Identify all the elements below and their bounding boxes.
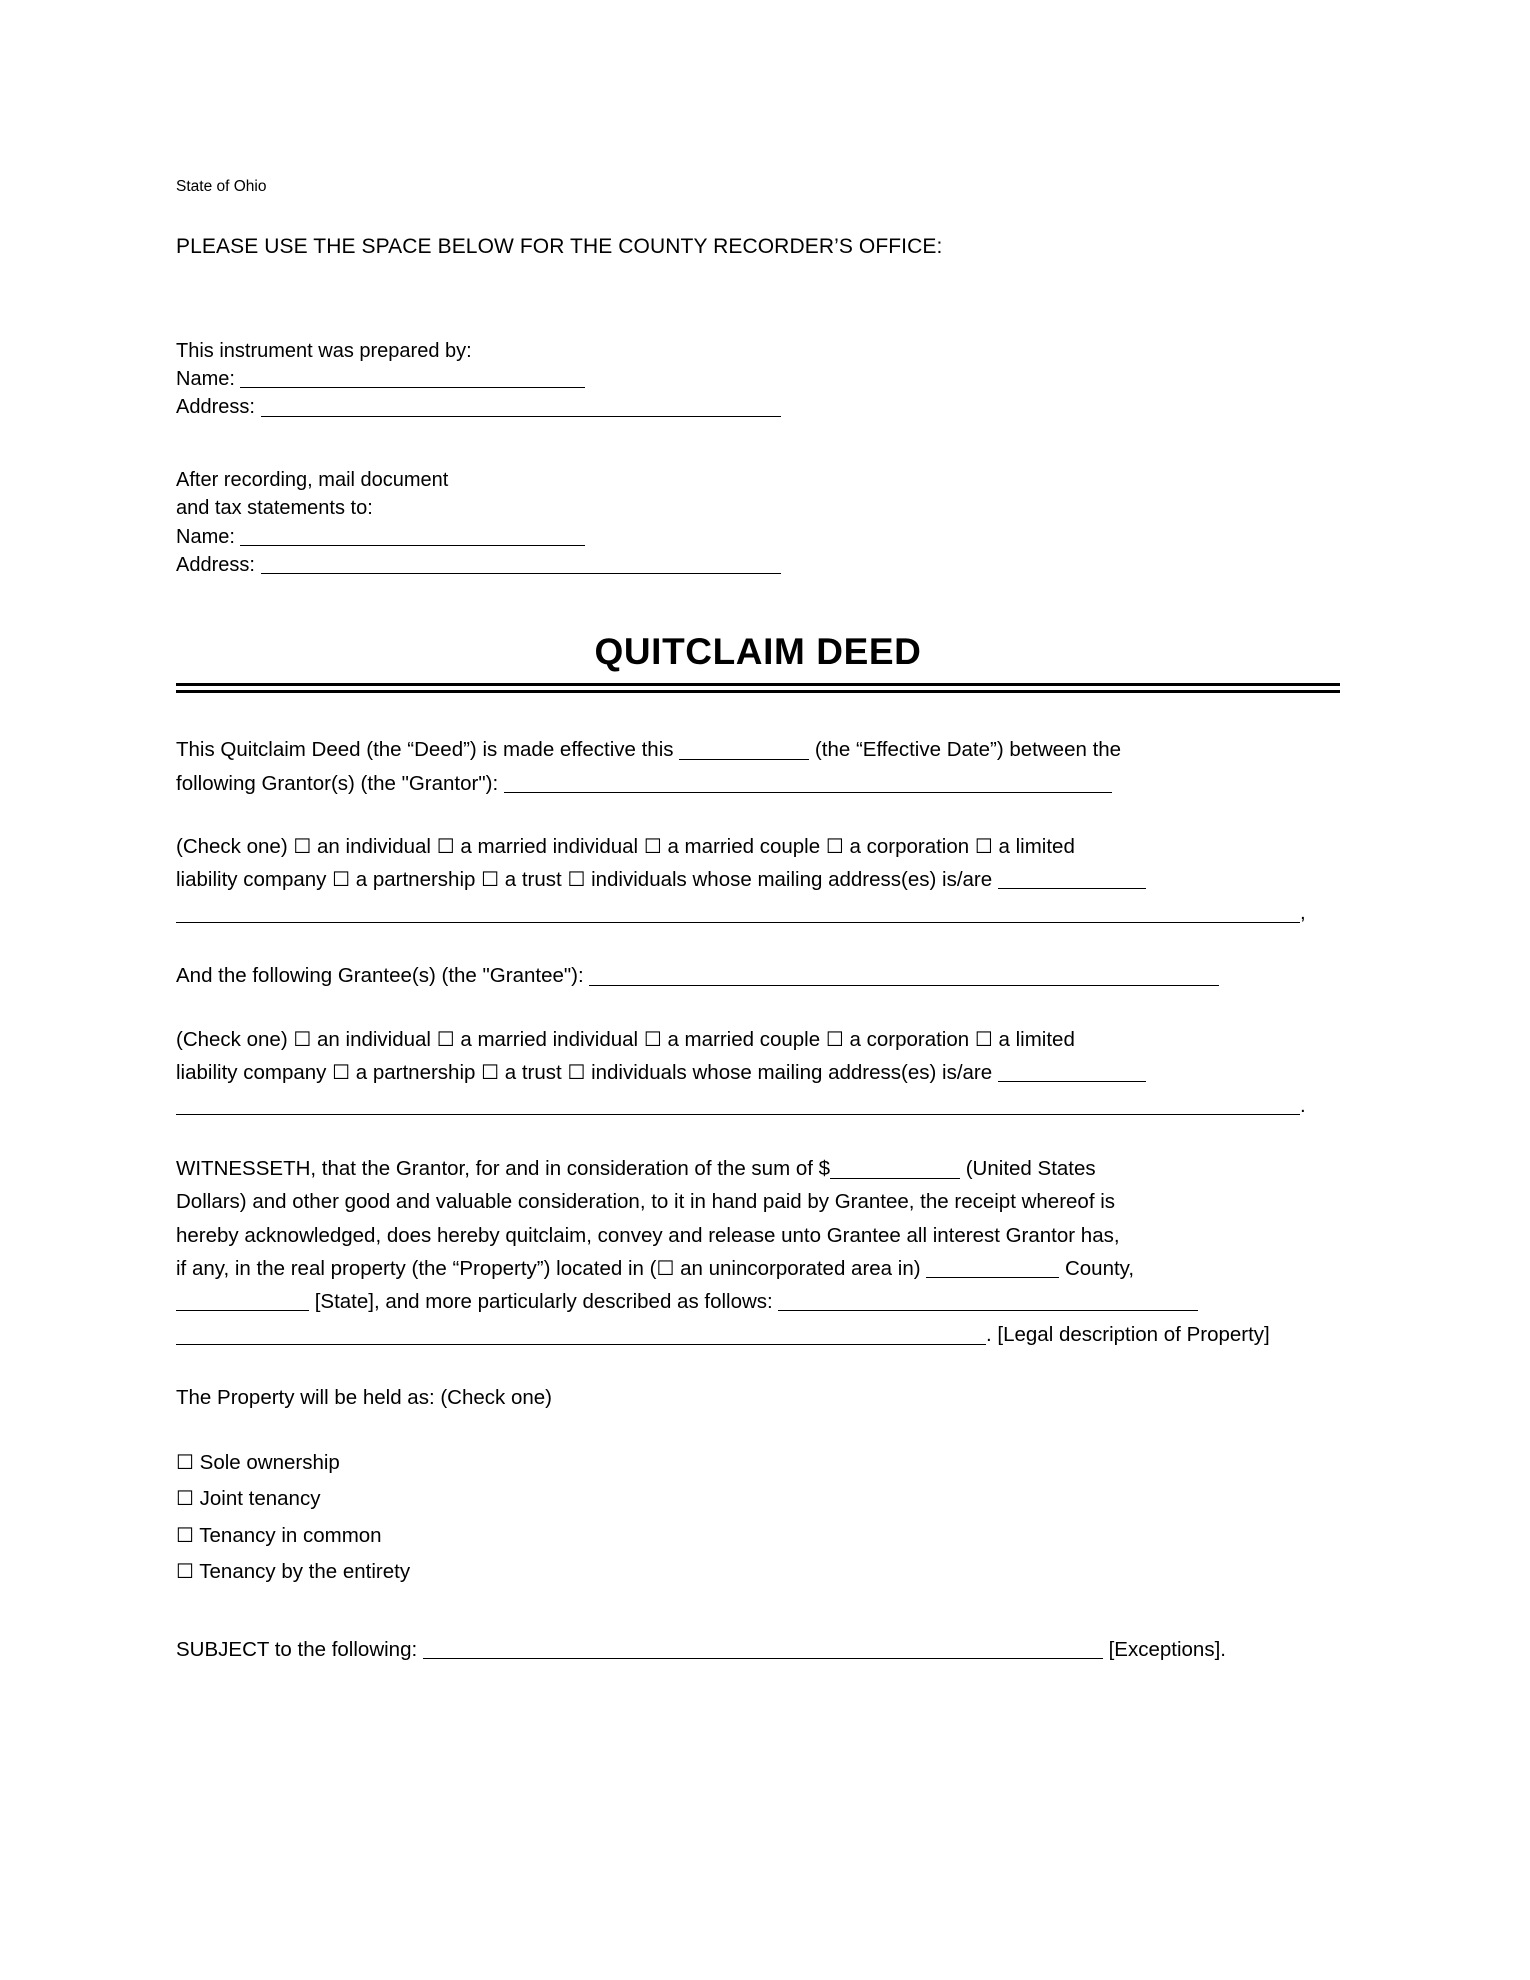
checkbox-icon[interactable]: ☐	[656, 1257, 675, 1280]
grantor-intro-text-b: (the “Effective Date”) between the	[814, 738, 1122, 762]
witnesseth-line1	[176, 1152, 1340, 1185]
prepared-by-heading: This instrument was prepared by:	[176, 339, 472, 362]
held-as-option-label: Tenancy in common	[199, 1523, 382, 1547]
mail-to-name-row	[176, 523, 1340, 551]
witnesseth-line4	[176, 1252, 1340, 1285]
mail-to-address-field[interactable]	[261, 552, 781, 574]
grantee-option-llc-part2: liability company	[176, 1060, 327, 1084]
witnesseth-text-b: (United States	[965, 1157, 1096, 1181]
grantor-option-corporation: a corporation	[849, 834, 970, 858]
mail-to-name-field[interactable]	[240, 524, 585, 546]
held-as-option-label: Sole ownership	[199, 1450, 340, 1474]
document-content	[176, 178, 1340, 1666]
mail-to-line1: After recording, mail document	[176, 468, 449, 491]
witnesseth-paragraph	[176, 1152, 1340, 1351]
witnesseth-text-e: County,	[1064, 1256, 1135, 1280]
grantee-end-punct: .	[1300, 1093, 1306, 1117]
grantor-option-trust: a trust	[504, 867, 562, 891]
held-as-option-joint[interactable]	[176, 1481, 1340, 1517]
grantee-check-line1	[176, 1023, 1340, 1056]
grantor-option-married-individual: a married individual	[460, 834, 639, 858]
recorder-office-notice: PLEASE USE THE SPACE BELOW FOR THE COUNTY RECORDER’S OFFICE:	[176, 234, 943, 258]
prepared-by-name-row	[176, 365, 1340, 393]
prepared-by-block	[176, 337, 1340, 422]
grantor-check-line1	[176, 830, 1340, 863]
checkbox-icon[interactable]: ☐	[436, 1028, 455, 1051]
grantee-check-one-label: (Check one)	[176, 1027, 288, 1051]
checkbox-icon[interactable]: ☐	[643, 1028, 662, 1051]
grantee-option-individual: an individual	[317, 1027, 431, 1051]
held-as-option-common[interactable]	[176, 1518, 1340, 1554]
prepared-by-address-field[interactable]	[261, 395, 781, 417]
grantee-intro-line	[176, 959, 1340, 992]
grantor-name-field[interactable]	[504, 771, 1112, 794]
witnesseth-line5	[176, 1285, 1340, 1318]
checkbox-icon[interactable]: ☐	[293, 1028, 312, 1051]
mail-to-name-label: Name:	[176, 525, 235, 548]
grantee-address-field-1[interactable]	[998, 1060, 1146, 1083]
checkbox-icon[interactable]: ☐	[176, 1451, 194, 1474]
grantor-intro-paragraph	[176, 733, 1340, 799]
page-title: QUITCLAIM DEED	[594, 631, 922, 673]
grantor-check-one-label: (Check one)	[176, 834, 288, 858]
checkbox-icon[interactable]: ☐	[332, 868, 351, 891]
title-divider	[176, 683, 1340, 693]
grantor-intro-text-c: following Grantor(s) (the "Grantor"):	[176, 771, 499, 795]
grantor-option-llc-part2: liability company	[176, 867, 327, 891]
grantor-check-line3	[176, 896, 1340, 929]
prepared-by-address-row	[176, 393, 1340, 421]
legal-description-field-1[interactable]	[778, 1289, 1198, 1312]
legal-description-field-2[interactable]	[176, 1322, 986, 1345]
grantor-address-field-1[interactable]	[998, 867, 1146, 890]
grantee-option-llc-part1: a limited	[998, 1027, 1075, 1051]
held-as-options	[176, 1445, 1340, 1591]
prepared-by-name-label: Name:	[176, 367, 235, 390]
effective-date-field[interactable]	[679, 737, 809, 760]
witnesseth-line6	[176, 1318, 1340, 1351]
county-field[interactable]	[926, 1256, 1059, 1279]
prepared-by-name-field[interactable]	[240, 366, 585, 388]
grantor-option-partnership: a partnership	[355, 867, 476, 891]
grantor-checkbox-paragraph	[176, 830, 1340, 930]
grantor-option-mailing-address: individuals whose mailing address(es) is/are	[591, 867, 993, 891]
grantee-name-field[interactable]	[589, 963, 1219, 986]
checkbox-icon[interactable]: ☐	[176, 1561, 194, 1584]
state-line: State of Ohio	[176, 178, 267, 195]
held-as-option-entirety[interactable]	[176, 1554, 1340, 1590]
mail-to-block	[176, 466, 1340, 580]
held-as-option-label: Joint tenancy	[199, 1487, 321, 1511]
checkbox-icon[interactable]: ☐	[567, 868, 586, 891]
held-as-heading: The Property will be held as: (Check one)	[176, 1386, 553, 1410]
witnesseth-text-c: if any, in the real property (the “Property”) located in (	[176, 1256, 657, 1280]
mail-to-line2: and tax statements to:	[176, 497, 373, 520]
checkbox-icon[interactable]: ☐	[436, 835, 455, 858]
checkbox-icon[interactable]: ☐	[974, 1028, 993, 1051]
held-as-section	[176, 1381, 1340, 1590]
witnesseth-text-a: WITNESSETH, that the Grantor, for and in consideration of the sum of $	[176, 1157, 831, 1181]
spacer	[176, 422, 1340, 466]
checkbox-icon[interactable]: ☐	[332, 1061, 351, 1084]
subject-label: SUBJECT to the following:	[176, 1637, 418, 1661]
grantee-option-trust: a trust	[504, 1060, 562, 1084]
grantee-intro-text: And the following Grantee(s) (the "Grantee"):	[176, 964, 584, 988]
checkbox-icon[interactable]: ☐	[825, 1028, 844, 1051]
grantee-checkbox-paragraph	[176, 1023, 1340, 1123]
checkbox-icon[interactable]: ☐	[825, 835, 844, 858]
grantor-option-individual: an individual	[317, 834, 431, 858]
prepared-by-address-label: Address:	[176, 396, 255, 419]
witnesseth-line2: Dollars) and other good and valuable consideration, to it in hand paid by Grantee, the receipt whereof is	[176, 1190, 1116, 1214]
title-section	[176, 631, 1340, 693]
witnesseth-line3: hereby acknowledged, does hereby quitclaim, convey and release unto Grantee all interest Grantor has,	[176, 1223, 1120, 1247]
legal-description-note: . [Legal description of Property]	[986, 1323, 1270, 1347]
checkbox-icon[interactable]: ☐	[176, 1524, 194, 1547]
grantee-option-mailing-address: individuals whose mailing address(es) is/are	[591, 1060, 993, 1084]
held-as-option-label: Tenancy by the entirety	[199, 1560, 411, 1584]
grantee-address-field-2[interactable]	[176, 1093, 1300, 1116]
grantee-option-married-individual: a married individual	[460, 1027, 639, 1051]
grantor-intro-line1	[176, 733, 1340, 766]
grantor-check-line2	[176, 863, 1340, 896]
witnesseth-text-f: [State], and more particularly described as follows:	[314, 1289, 773, 1313]
grantee-check-line2	[176, 1056, 1340, 1089]
checkbox-icon[interactable]: ☐	[567, 1061, 586, 1084]
grantee-check-line3	[176, 1089, 1340, 1122]
grantor-address-field-2[interactable]	[176, 900, 1300, 923]
mail-to-address-row	[176, 551, 1340, 579]
grantee-intro-paragraph	[176, 959, 1340, 992]
subject-section	[176, 1633, 1340, 1666]
checkbox-icon[interactable]: ☐	[481, 1061, 500, 1084]
checkbox-icon[interactable]: ☐	[974, 835, 993, 858]
exceptions-field[interactable]	[423, 1636, 1103, 1659]
checkbox-icon[interactable]: ☐	[643, 835, 662, 858]
witnesseth-text-d: an unincorporated area in)	[680, 1256, 921, 1280]
held-as-option-sole[interactable]	[176, 1445, 1340, 1481]
checkbox-icon[interactable]: ☐	[293, 835, 312, 858]
checkbox-icon[interactable]: ☐	[481, 868, 500, 891]
deed-body	[176, 733, 1340, 1665]
checkbox-icon[interactable]: ☐	[176, 1488, 194, 1511]
mail-to-address-label: Address:	[176, 553, 255, 576]
grantee-option-partnership: a partnership	[355, 1060, 476, 1084]
grantee-option-corporation: a corporation	[849, 1027, 970, 1051]
grantor-option-married-couple: a married couple	[667, 834, 821, 858]
consideration-amount-field[interactable]	[830, 1156, 960, 1179]
grantor-end-punct: ,	[1300, 901, 1306, 925]
grantor-intro-line2	[176, 767, 1340, 800]
grantor-intro-text-a: This Quitclaim Deed (the “Deed”) is made effective this	[176, 738, 674, 762]
grantee-option-married-couple: a married couple	[667, 1027, 821, 1051]
state-field[interactable]	[176, 1289, 309, 1312]
grantor-option-llc-part1: a limited	[998, 834, 1075, 858]
exceptions-note: [Exceptions].	[1108, 1637, 1226, 1661]
